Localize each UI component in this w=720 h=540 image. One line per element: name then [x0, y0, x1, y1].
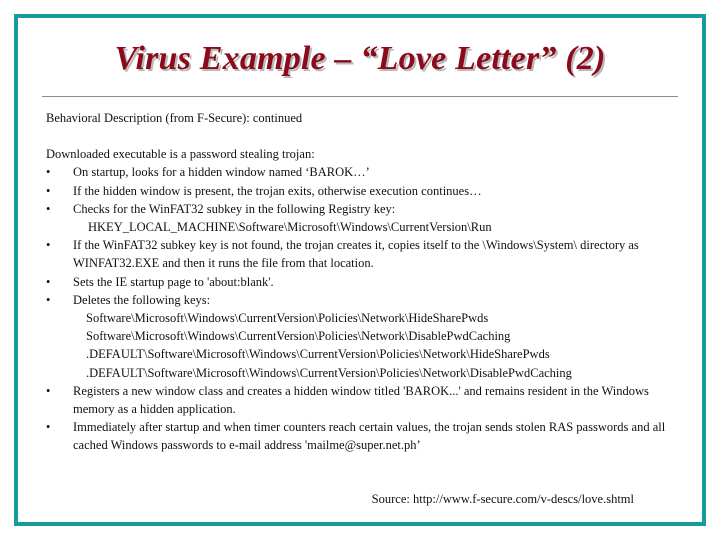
bullet-text: Immediately after startup and when timer counters reach certain values, the trojan sends stolen RAS passwords and all cached Windows passwords to e-mail address 'mailme@super.net.ph’ [73, 420, 666, 453]
bullet-item [46, 200, 672, 218]
bullet-text: Sets the IE startup page to 'about:blank'. [73, 274, 274, 289]
bullet-text: On startup, looks for a hidden window named ‘BAROK…’ [73, 165, 370, 180]
slide-body [46, 109, 672, 455]
bullet-item [46, 291, 672, 309]
bullet-icon: • [46, 383, 51, 398]
bullet-icon: • [46, 274, 51, 289]
registry-key: HKEY_LOCAL_MACHINE\Software\Microsoft\Windows\CurrentVersion\Run [88, 220, 492, 235]
title-divider [42, 96, 678, 97]
bullet-text: Checks for the WinFAT32 subkey in the following Registry key: [73, 201, 396, 216]
bullet-item [46, 273, 672, 291]
spacer [46, 127, 672, 145]
bullet-icon: • [46, 183, 51, 198]
bullet-item [46, 418, 672, 454]
slide-title: Virus Example – “Love Letter” (2) [114, 40, 606, 77]
bullet-item [46, 236, 672, 272]
deleted-key: Software\Microsoft\Windows\CurrentVersion\Policies\Network\DisablePwdCaching [86, 329, 511, 344]
source-citation: Source: http://www.f-secure.com/v-descs/love.shtml [371, 492, 634, 506]
bullet-icon: • [46, 238, 51, 253]
bullet-item [46, 163, 672, 181]
slide-frame [14, 14, 706, 526]
bullet-icon: • [46, 165, 51, 180]
intro-text: Behavioral Description (from F-Secure): continued [46, 111, 303, 125]
bullet-icon: • [46, 420, 51, 435]
deleted-key: .DEFAULT\Software\Microsoft\Windows\CurrentVersion\Policies\Network\DisablePwdCaching [86, 365, 572, 380]
bullet-text: If the hidden window is present, the trojan exits, otherwise execution continues… [73, 183, 482, 198]
bullet-item [46, 182, 672, 200]
bullet-icon: • [46, 292, 51, 307]
deleted-key: .DEFAULT\Software\Microsoft\Windows\CurrentVersion\Policies\Network\HideSharePwds [86, 347, 550, 362]
bullet-icon: • [46, 201, 51, 216]
bullet-text: Deletes the following keys: [73, 292, 211, 307]
bullet-text: If the WinFAT32 subkey key is not found, the trojan creates it, copies itself to the \Windows\System\ directory as WINFAT32.EXE and then it runs the file from that location. [73, 238, 639, 271]
bullet-item [46, 382, 672, 418]
lead-text: Downloaded executable is a password stealing trojan: [46, 147, 315, 162]
bullet-text: Registers a new window class and creates a hidden window titled 'BAROK...' and remains resident in the Windows memory as a hidden application. [73, 383, 649, 417]
deleted-key: Software\Microsoft\Windows\CurrentVersion\Policies\Network\HideSharePwds [86, 311, 489, 326]
